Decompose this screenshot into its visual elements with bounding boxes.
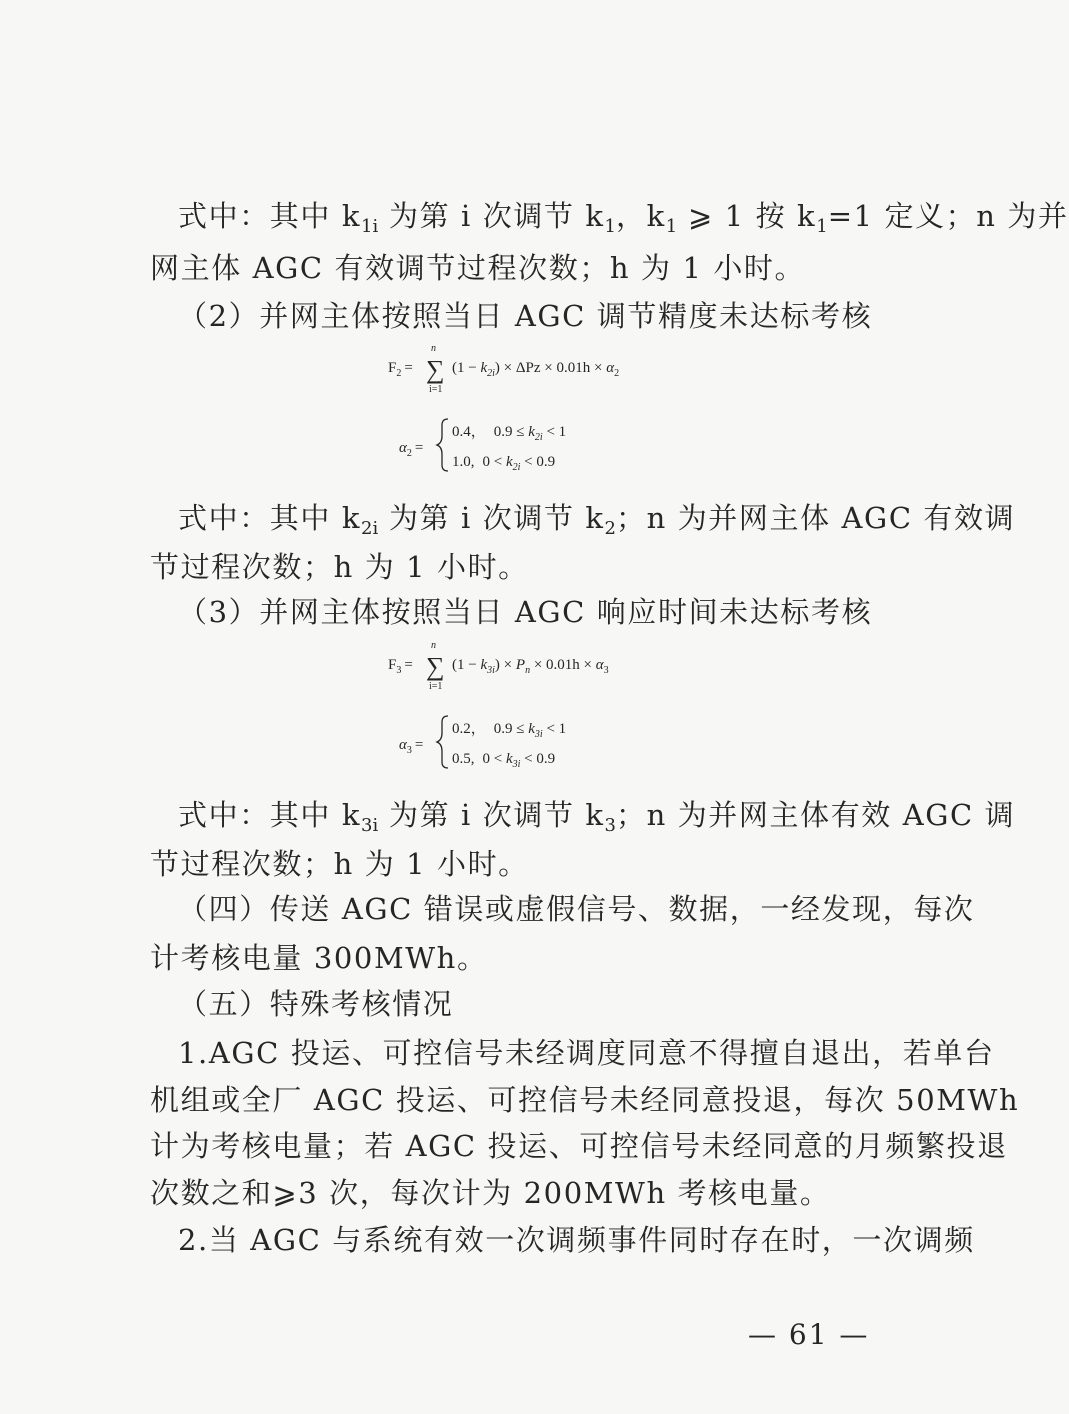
svg-text:α3=: $\alpha_3$ = bbox=[399, 737, 424, 756]
item-2-line-1: 2.当 AGC 与系统有效一次调频事件同时存在时，一次调频 bbox=[178, 1223, 975, 1257]
paragraph-1-line-2: 网主体 AGC 有效调节过程次数；h 为 1 小时。 bbox=[150, 251, 806, 285]
sum-lower-limit: i=1 bbox=[429, 681, 443, 692]
item-1-line-4: 次数之和⩾3 次，每次计为 200MWh 考核电量。 bbox=[150, 1176, 831, 1210]
svg-text:0.5,0 < k3i < 0.9: 0.5, $0 < k_{3i} < 0.9$ bbox=[452, 751, 556, 770]
paragraph-1-line-1: 式中：其中 $k_{1i}$ 为第 i 次调节 $k_1$，$k_1$ ⩾ 1 按 $k_1=1$ 定义；n 为并 bbox=[178, 199, 1069, 237]
equation-f3 bbox=[388, 640, 609, 692]
summation-sign: ∑ bbox=[426, 652, 445, 681]
equation-alpha2 bbox=[399, 419, 566, 473]
svg-text:(1 − k2i) × ΔPz × 0.01h × α2: $(1 - k_{2i}) \times \Delta Pz \times 0.01h \times \alpha_2$ bbox=[452, 360, 620, 379]
page-number: — 61 — bbox=[748, 1318, 870, 1351]
svg-text:0.4，0.9 ≤ k2i < 1: 0.4， $0.9 \le k_{2i} < 1$ bbox=[452, 424, 567, 443]
paragraph-3-line-1: 式中：其中 $k_{3i}$ 为第 i 次调节 $k_3$；n 为并网主体有效 AGC 调 bbox=[178, 798, 1016, 836]
paragraph-2-line-2: 节过程次数；h 为 1 小时。 bbox=[150, 550, 529, 584]
svg-text:1.0,0 < k2i < 0.9: 1.0, $0 < k_{2i} < 0.9$ bbox=[452, 454, 556, 473]
heading-accuracy-assessment: （2）并网主体按照当日 AGC 调节精度未达标考核 bbox=[178, 299, 873, 333]
heading-response-time-assessment: （3）并网主体按照当日 AGC 响应时间未达标考核 bbox=[178, 595, 873, 629]
svg-text:F2=: $F_2$ = bbox=[388, 360, 413, 379]
equation-f2 bbox=[388, 343, 619, 395]
svg-text:(1 − k3i) × Pn × 0.01h × α3: $(1 - k_{3i}) \times P_n \times 0.01h \times \alpha_3$ bbox=[452, 657, 609, 676]
item-1-line-3: 计为考核电量；若 AGC 投运、可控信号未经同意的月频繁投退 bbox=[150, 1129, 1008, 1163]
left-brace-icon bbox=[437, 419, 448, 471]
left-brace-icon bbox=[437, 716, 448, 768]
item-1-line-1: 1.AGC 投运、可控信号未经调度同意不得擅自退出，若单台 bbox=[178, 1036, 995, 1070]
sum-upper-limit: n bbox=[431, 640, 436, 651]
svg-text:F3=: $F_3$ = bbox=[388, 657, 413, 676]
equation-alpha3 bbox=[399, 716, 566, 770]
section-4-line-2: 计考核电量 300MWh。 bbox=[150, 941, 488, 975]
paragraph-2-line-1: 式中：其中 $k_{2i}$ 为第 i 次调节 $k_2$；n 为并网主体 AGC 有效调 bbox=[178, 501, 1016, 539]
item-1-line-2: 机组或全厂 AGC 投运、可控信号未经同意投退，每次 50MWh bbox=[150, 1083, 1020, 1117]
section-5-heading: （五）特殊考核情况 bbox=[178, 987, 454, 1021]
sum-lower-limit: i=1 bbox=[429, 384, 443, 395]
svg-text:0.2，0.9 ≤ k3i < 1: 0.2， $0.9 \le k_{3i} < 1$ bbox=[452, 721, 567, 740]
summation-sign: ∑ bbox=[426, 355, 445, 384]
svg-text:α2=: $\alpha_2$ = bbox=[399, 440, 424, 459]
paragraph-3-line-2: 节过程次数；h 为 1 小时。 bbox=[150, 847, 529, 881]
sum-upper-limit: n bbox=[431, 343, 436, 354]
section-4-line-1: （四）传送 AGC 错误或虚假信号、数据，一经发现，每次 bbox=[178, 892, 975, 926]
